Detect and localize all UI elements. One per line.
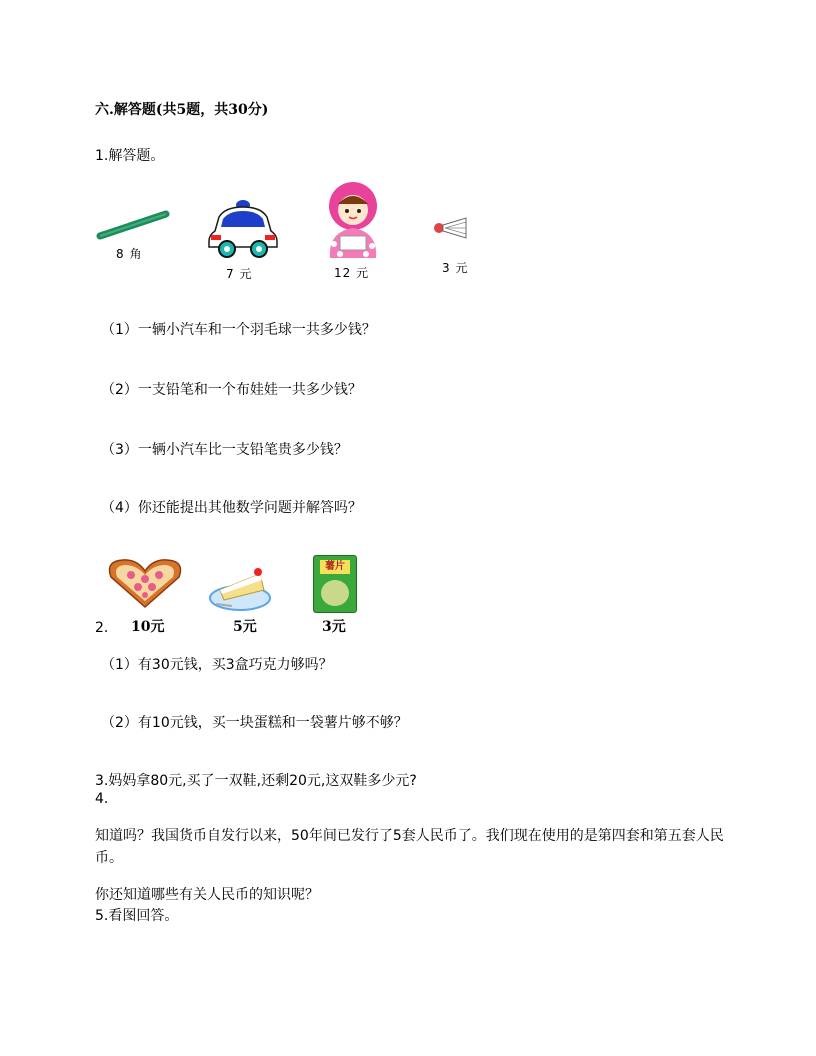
doll-image bbox=[318, 180, 388, 260]
chips-price: 3元 bbox=[322, 619, 346, 635]
chocolate-price: 10元 bbox=[131, 619, 165, 635]
q1-sub-1: （1）一辆小汽车和一个羽毛球一共多少钱？ bbox=[101, 322, 376, 338]
q1-sub-2: （2）一支铅笔和一个布娃娃一共多少钱？ bbox=[101, 382, 362, 398]
car-price: 7 元 bbox=[226, 267, 253, 281]
q4-paragraph: 知道吗？我国货币自发行以来，50年间已发行了5套人民币了。我们现在使用的是第四套和第五套人民币。 bbox=[95, 828, 724, 866]
pencil-price: 8 角 bbox=[116, 247, 143, 261]
section-title: 六.解答题(共5题，共30分) bbox=[95, 102, 269, 118]
doll-price: 12 元 bbox=[334, 266, 370, 280]
q5-text: 5.看图回答。 bbox=[95, 908, 179, 924]
shuttlecock-price: 3 元 bbox=[442, 261, 469, 275]
cake-price: 5元 bbox=[233, 619, 257, 635]
q1-title: 1.解答题。 bbox=[95, 148, 165, 164]
q2-sub-1: （1）有30元钱，买3盒巧克力够吗？ bbox=[101, 657, 333, 673]
q3-text: 3.妈妈拿80元,买了一双鞋,还剩20元,这双鞋多少元? bbox=[95, 773, 417, 789]
chips-bag-image bbox=[313, 555, 357, 613]
pencil-image bbox=[96, 208, 172, 242]
q4-number: 4. bbox=[95, 791, 109, 807]
shuttlecock-image bbox=[432, 216, 472, 240]
chocolate-box-image bbox=[105, 557, 185, 609]
q2-sub-2: （2）有10元钱，买一块蛋糕和一袋薯片够不够？ bbox=[101, 715, 408, 731]
q2-number: 2. bbox=[95, 620, 109, 636]
q4-question: 你还知道哪些有关人民币的知识呢？ bbox=[95, 887, 319, 903]
q1-sub-3: （3）一辆小汽车比一支铅笔贵多少钱？ bbox=[101, 442, 348, 458]
chips-bag-label: 薯片 bbox=[320, 560, 350, 574]
q1-sub-4: （4）你还能提出其他数学问题并解答吗？ bbox=[101, 500, 362, 516]
cake-image bbox=[208, 560, 274, 612]
chips-bag-pile bbox=[321, 580, 349, 606]
toy-car-image bbox=[205, 195, 281, 259]
